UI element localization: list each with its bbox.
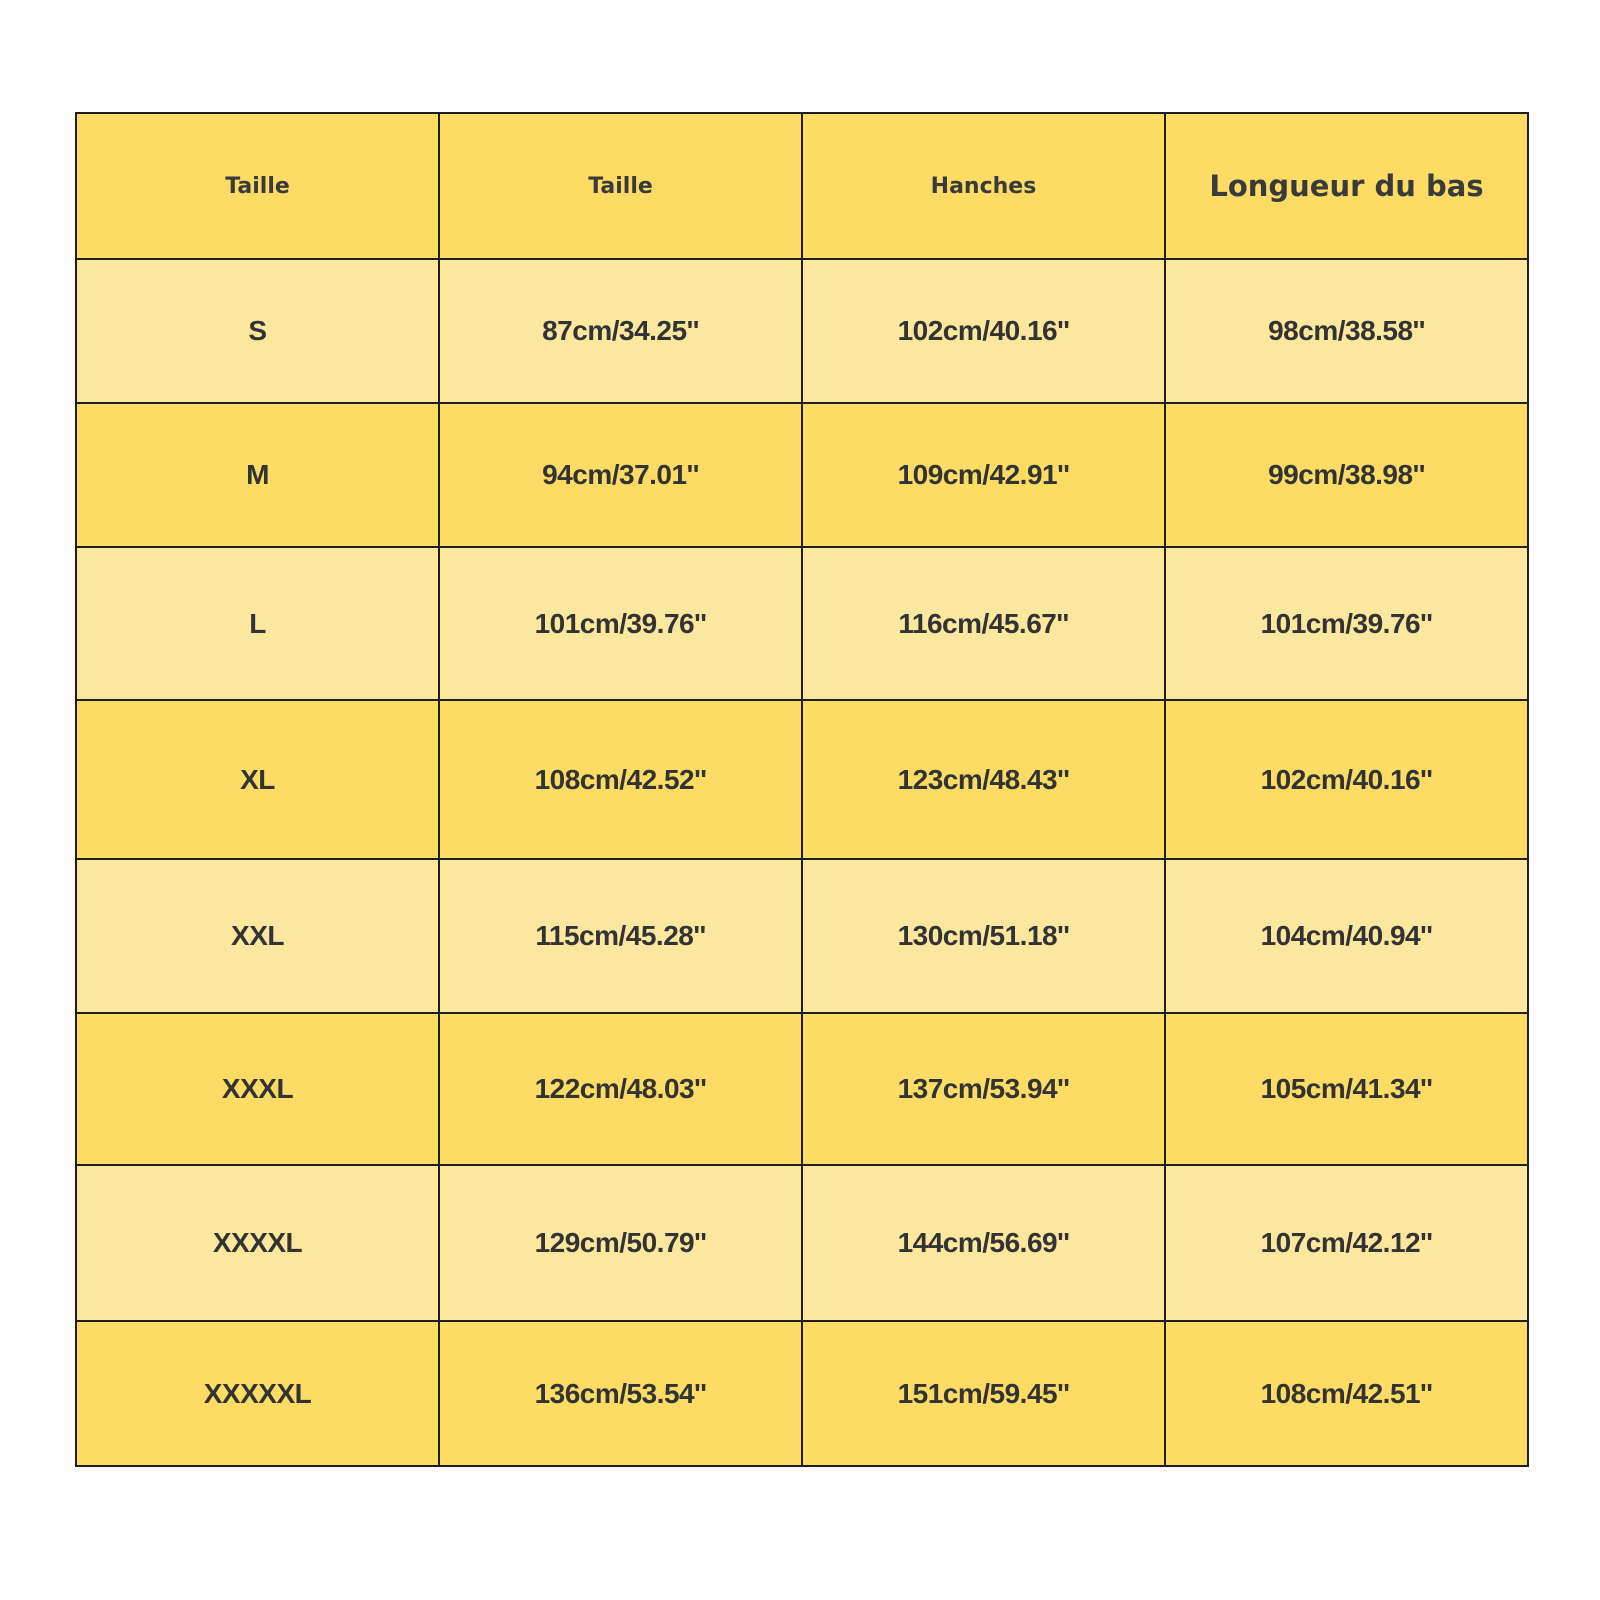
waist-cell: 129cm/50.79'' (439, 1165, 802, 1321)
header-size: Taille (76, 113, 439, 259)
waist-cell: 122cm/48.03'' (439, 1013, 802, 1165)
bottom-length-cell: 104cm/40.94'' (1165, 859, 1528, 1013)
size-cell: S (76, 259, 439, 403)
header-bottom-length: Longueur du bas (1165, 113, 1528, 259)
bottom-length-cell: 108cm/42.51'' (1165, 1321, 1528, 1466)
table-row (76, 547, 1528, 700)
hips-cell: 109cm/42.91'' (802, 403, 1165, 547)
bottom-length-cell: 105cm/41.34'' (1165, 1013, 1528, 1165)
waist-cell: 87cm/34.25'' (439, 259, 802, 403)
size-cell: M (76, 403, 439, 547)
header-waist: Taille (439, 113, 802, 259)
hips-cell: 130cm/51.18'' (802, 859, 1165, 1013)
bottom-length-cell: 99cm/38.98'' (1165, 403, 1528, 547)
waist-cell: 94cm/37.01'' (439, 403, 802, 547)
hips-cell: 102cm/40.16'' (802, 259, 1165, 403)
bottom-length-cell: 101cm/39.76'' (1165, 547, 1528, 700)
size-cell: XXXXXL (76, 1321, 439, 1466)
table-row (76, 259, 1528, 403)
hips-cell: 151cm/59.45'' (802, 1321, 1165, 1466)
waist-cell: 101cm/39.76'' (439, 547, 802, 700)
waist-cell: 136cm/53.54'' (439, 1321, 802, 1466)
bottom-length-cell: 98cm/38.58'' (1165, 259, 1528, 403)
size-cell: XL (76, 700, 439, 859)
table-row (76, 403, 1528, 547)
size-chart-table (75, 112, 1529, 1467)
hips-cell: 116cm/45.67'' (802, 547, 1165, 700)
table-header-row (76, 113, 1528, 259)
waist-cell: 108cm/42.52'' (439, 700, 802, 859)
table-row (76, 1013, 1528, 1165)
header-hips: Hanches (802, 113, 1165, 259)
table-row (76, 859, 1528, 1013)
table-row (76, 1321, 1528, 1466)
waist-cell: 115cm/45.28'' (439, 859, 802, 1013)
hips-cell: 137cm/53.94'' (802, 1013, 1165, 1165)
size-cell: L (76, 547, 439, 700)
size-cell: XXXXL (76, 1165, 439, 1321)
hips-cell: 144cm/56.69'' (802, 1165, 1165, 1321)
bottom-length-cell: 107cm/42.12'' (1165, 1165, 1528, 1321)
table-row (76, 1165, 1528, 1321)
hips-cell: 123cm/48.43'' (802, 700, 1165, 859)
table-row (76, 700, 1528, 859)
bottom-length-cell: 102cm/40.16'' (1165, 700, 1528, 859)
size-cell: XXL (76, 859, 439, 1013)
size-cell: XXXL (76, 1013, 439, 1165)
